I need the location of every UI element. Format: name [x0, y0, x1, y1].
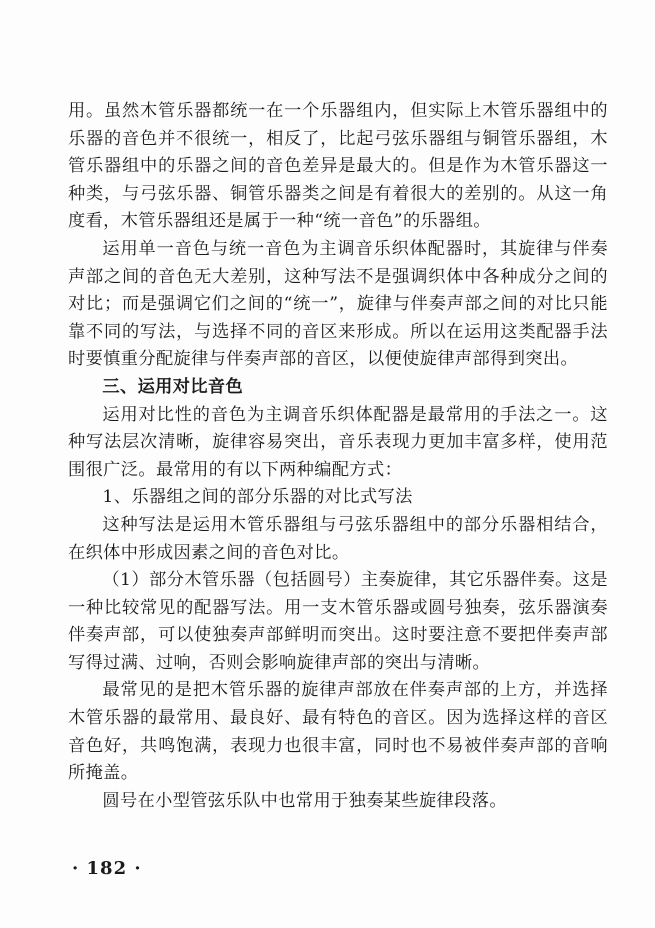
section-heading-contrast-timbre: 三、运用对比音色 — [102, 376, 244, 397]
page-number: · 182 · — [72, 858, 142, 879]
paragraph-most-common: 最常见的是把木管乐器的旋律声部放在伴奏声部的上方，并选择木管乐器的最常用、最良好、最有特色的音区。因为选择这样的音区音色好，共鸣饱满，表现力也很丰富，同时也不易被伴奏声部的音响所掩盖。 — [68, 680, 608, 784]
body-text — [68, 98, 608, 815]
paragraph-single-timbre: 运用单一音色与统一音色为主调音乐织体配器时，其旋律与伴奏声部之间的音色无大差别，这种写法不是强调织体中各种成分之间的对比；而是强调它们之间的“统一”，旋律与伴奏声部之间的对比只能靠不同的写法，与选择不同的音区来形成。所以在运用这类配器手法时要慎重分配旋律与伴奏声部的音区，以便使旋律声部得到突出。 — [68, 238, 608, 370]
paragraph-contrast-intro: 运用对比性的音色为主调音乐织体配器是最常用的手法之一。这种写法层次清晰，旋律容易突出，音乐表现力更加丰富多样，使用范围很广泛。最常用的有以下两种编配方式： — [68, 404, 608, 480]
paragraph-horn: 圆号在小型管弦乐队中也常用于独奏某些旋律段落。 — [102, 790, 507, 811]
subsection-heading-1: 1、乐器组之间的部分乐器的对比式写法 — [102, 487, 413, 508]
paragraph-continuation: 用。虽然木管乐器都统一在一个乐器组内，但实际上木管乐器组中的乐器的音色并不很统一，相反了，比起弓弦乐器组与铜管乐器组，木管乐器组中的乐器之间的音色差异是最大的。但是作为木管乐器这一种类，与弓弦乐器、铜管乐器类之间是有着很大的差别的。从这一角度看，木管乐器组还是属于一种“统一音色”的乐器组。 — [68, 101, 608, 232]
paragraph-item-1: （1）部分木管乐器（包括圆号）主奏旋律，其它乐器伴奏。这是一种比较常见的配器写法。用一支木管乐器或圆号独奏，弦乐器演奏伴奏声部，可以使独奏声部鲜明而突出。这时要注意不要把伴奏声部写得过满、过响，否则会影响旋律声部的突出与清晰。 — [68, 570, 608, 673]
paragraph-woodwind-strings: 这种写法是运用木管乐器组与弓弦乐器组中的部分乐器相结合，在织体中形成因素之间的音色对比。 — [68, 514, 608, 563]
